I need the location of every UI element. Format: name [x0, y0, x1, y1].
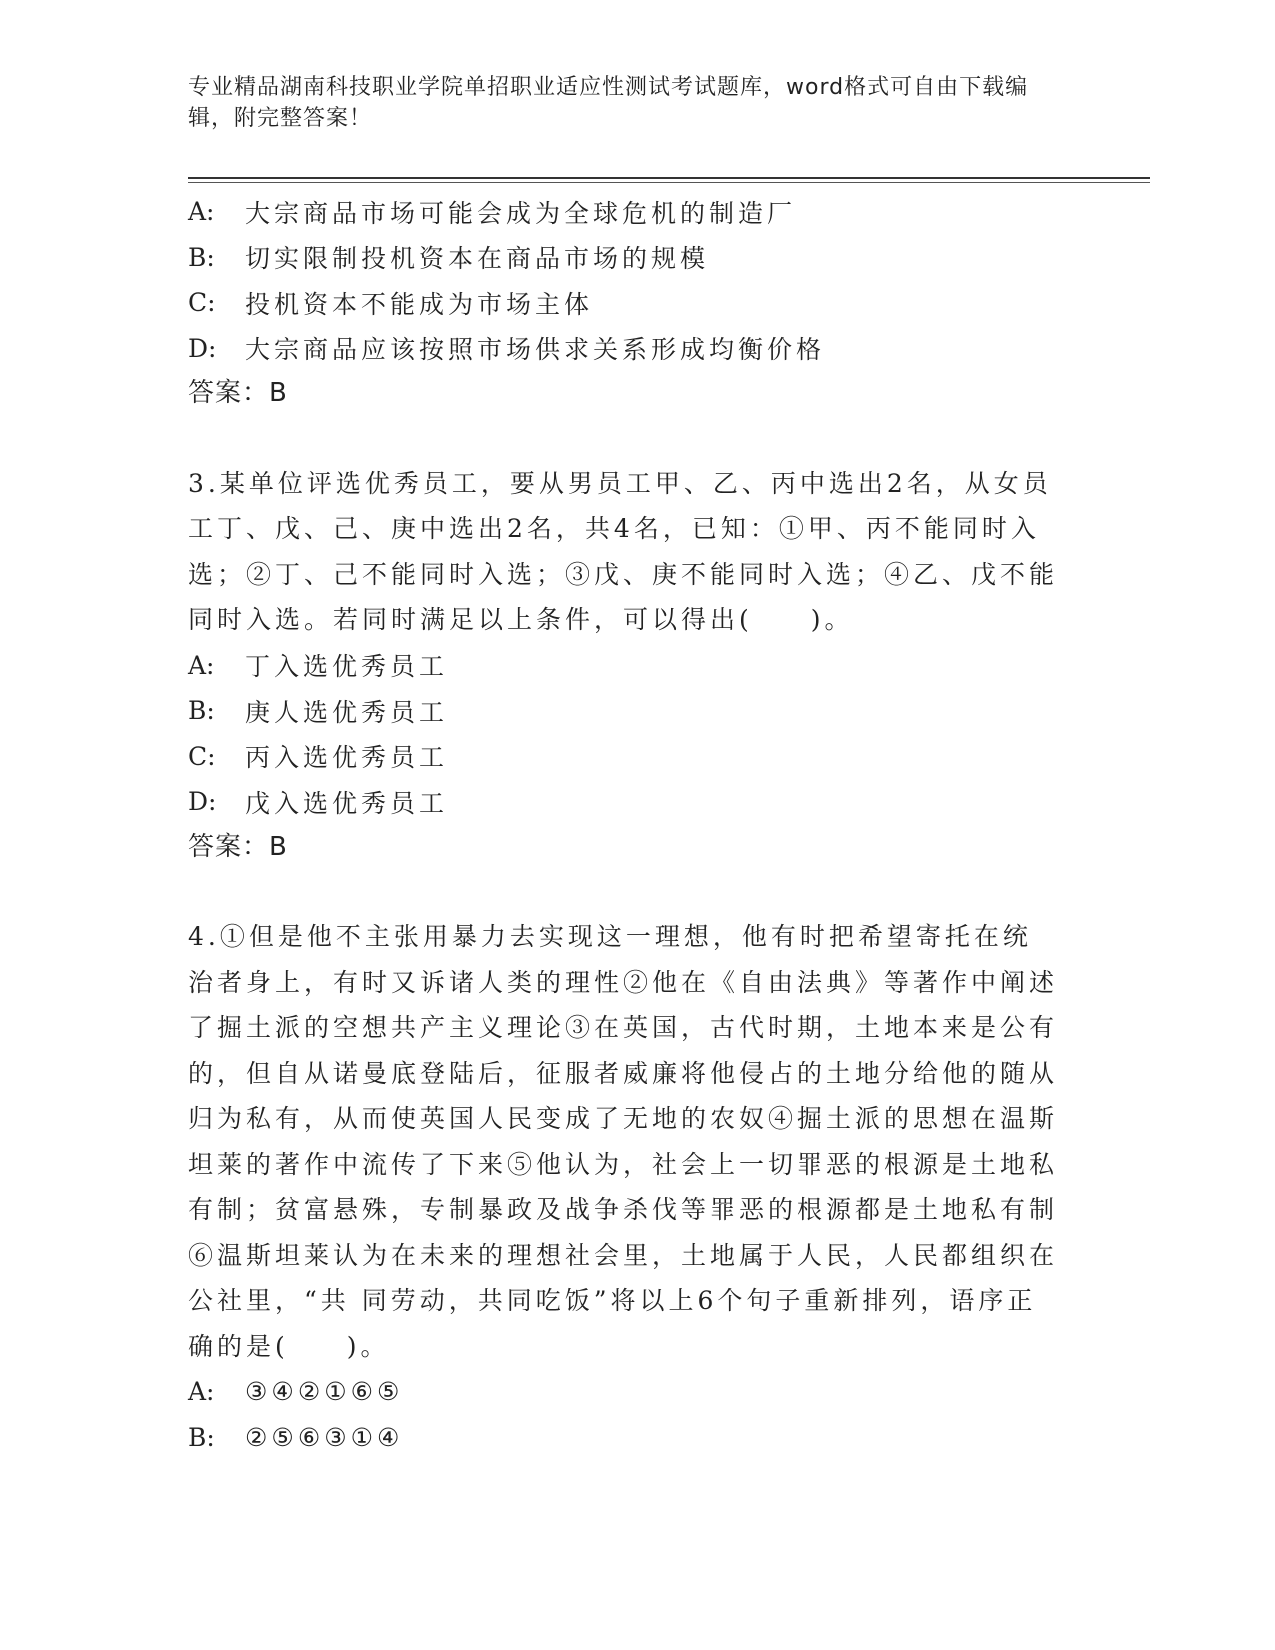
- q2-option-b: [188, 235, 1088, 281]
- option-text: 戊入选优秀员工: [245, 788, 449, 818]
- option-text: 丁入选优秀员工: [245, 652, 449, 682]
- q2-option-c: [188, 280, 1088, 326]
- spacer: [188, 870, 1088, 914]
- q3-stem: 3.某单位评选优秀员工，要从男员工甲、乙、丙中选出2名，从女员工丁、戊、己、庚中选出2名，共4名，已知：①甲、丙不能同时入选；②丁、己不能同时入选；③戊、庚不能同时入选；④乙、戊不能同时入选。若同时满足以上条件，可以得出( )。: [188, 468, 1059, 634]
- question-2: [188, 189, 1088, 417]
- option-letter: A:: [188, 197, 215, 227]
- document-body: [188, 189, 1088, 1460]
- option-letter: B:: [188, 696, 215, 726]
- q4-stem: 4.①但是他不主张用暴力去实现这一理想，他有时把希望寄托在统治者身上，有时又诉诸人类的理性②他在《自由法典》等著作中阐述了掘土派的空想共产主义理论③在英国，古代时期，土地本来是公有的，但自从诺曼底登陆后，征服者威廉将他侵占的土地分给他的随从归为私有，从而使英国人民变成了无地的农奴④掘土派的思想在温斯坦莱的著作中流传了下来⑤他认为，社会上一切罪恶的根源是土地私有制；贫富悬殊，专制暴政及战争杀伐等罪恶的根源都是土地私有制⑥温斯坦莱认为在未来的理想社会里，土地属于人民，人民都组织在公社里，“共 同劳动，共同吃饭”将以上6个句子重新排列，语序正确的是( )。: [188, 922, 1059, 1361]
- q2-option-d: [188, 326, 1088, 372]
- question-3: [188, 461, 1088, 871]
- q4-option-a: [188, 1369, 1088, 1415]
- q3-answer: 答案：B: [188, 831, 288, 862]
- q3-option-a: [188, 643, 1088, 689]
- option-letter: B:: [188, 242, 215, 272]
- option-text: 切实限制投机资本在商品市场的规模: [245, 244, 710, 274]
- question-4: [188, 914, 1088, 1460]
- option-text: 大宗商品应该按照市场供求关系形成均衡价格: [245, 335, 826, 365]
- q3-option-b: [188, 688, 1088, 734]
- option-letter: C:: [188, 741, 216, 771]
- option-text: 丙入选优秀员工: [245, 743, 449, 773]
- header-rule-thick: [188, 177, 1150, 179]
- page-header: 专业精品湖南科技职业学院单招职业适应性测试考试题库，word格式可自由下载编辑，附完整答案！: [188, 75, 1029, 131]
- option-text: 大宗商品市场可能会成为全球危机的制造厂: [245, 198, 797, 228]
- header-rule-thin: [188, 182, 1150, 183]
- option-letter: B:: [188, 1422, 215, 1452]
- option-text: 投机资本不能成为市场主体: [245, 289, 594, 319]
- q2-answer: 答案：B: [188, 378, 288, 408]
- option-text: ③④②①⑥⑤: [245, 1377, 404, 1407]
- option-letter: D:: [188, 787, 217, 817]
- q3-option-c: [188, 734, 1088, 780]
- option-letter: A:: [188, 1377, 215, 1407]
- spacer: [188, 417, 1088, 461]
- option-letter: C:: [188, 288, 216, 318]
- q2-option-a: [188, 189, 1088, 235]
- option-text: ②⑤⑥③①④: [245, 1422, 404, 1452]
- option-letter: D:: [188, 333, 217, 363]
- q3-option-d: [188, 779, 1088, 825]
- q4-option-b: [188, 1415, 1088, 1461]
- option-text: 庚人选优秀员工: [245, 697, 449, 727]
- option-letter: A:: [188, 650, 215, 680]
